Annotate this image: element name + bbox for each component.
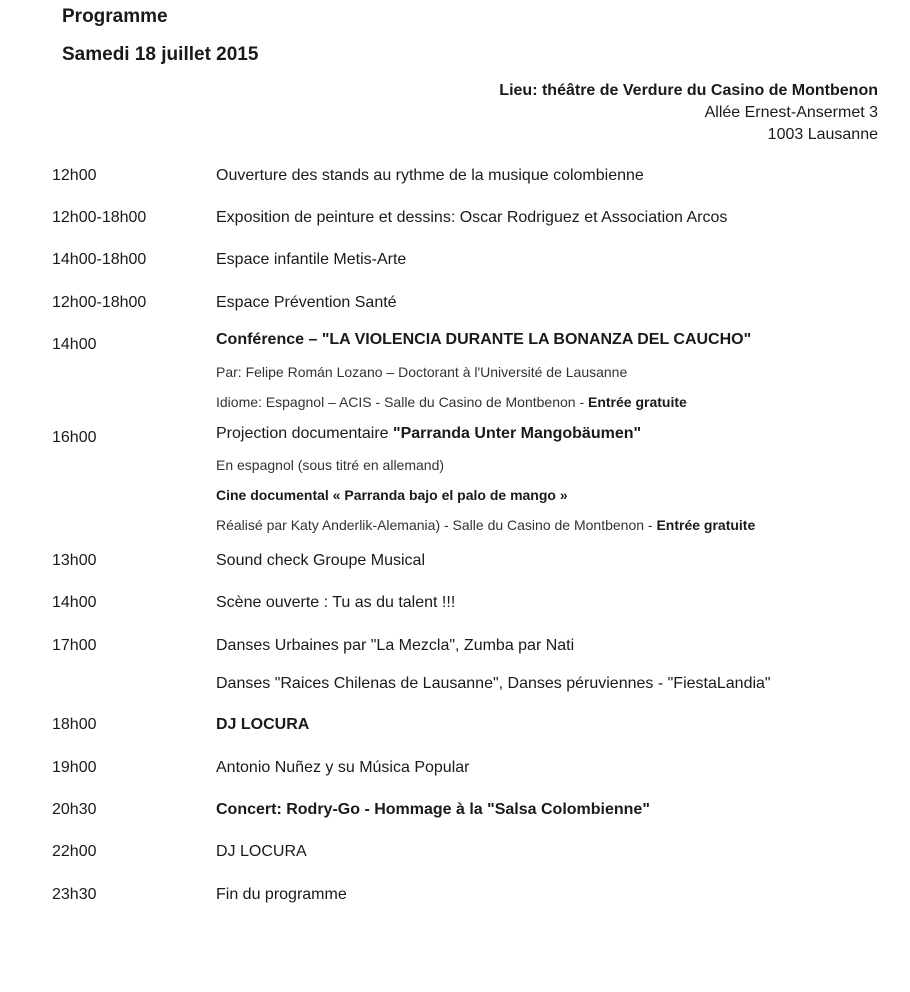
schedule-time: 20h30 <box>52 801 97 818</box>
schedule-time: 16h00 <box>52 429 97 446</box>
schedule-time: 22h00 <box>52 843 97 860</box>
projection-title-prefix: Projection documentaire <box>216 425 393 442</box>
schedule-time: 23h30 <box>52 886 97 903</box>
schedule-item: Sound check Groupe Musical <box>216 552 425 569</box>
schedule-time: 17h00 <box>52 637 97 654</box>
projection-film-title: "Parranda Unter Mangobäumen" <box>392 425 642 442</box>
schedule-item: Espace infantile Metis-Arte <box>216 251 407 268</box>
schedule-item: Concert: Rodry-Go - Hommage à la "Salsa Colombienne" <box>216 801 650 818</box>
schedule-item: DJ LOCURA <box>216 843 307 860</box>
projection-spanish-title: Cine documental « Parranda bajo el palo de mango » <box>216 487 568 503</box>
venue-city: 1003 Lausanne <box>767 126 878 143</box>
free-entry-label: Entrée gratuite <box>588 394 687 410</box>
schedule-time: 14h00 <box>52 594 97 611</box>
conference-details <box>216 394 687 410</box>
free-entry-label: Entrée gratuite <box>656 517 756 533</box>
schedule-item: Ouverture des stands au rythme de la musique colombienne <box>216 167 644 184</box>
projection-title <box>216 425 641 443</box>
conference-speaker: Par: Felipe Román Lozano – Doctorant à l'Université de Lausanne <box>216 364 628 380</box>
schedule-item: Exposition de peinture et dessins: Oscar Rodriguez et Association Arcos <box>216 209 728 226</box>
conference-details-text: Idiome: Espagnol – ACIS - Salle du Casino de Montbenon - <box>216 394 588 410</box>
schedule-item: Scène ouverte : Tu as du talent !!! <box>216 594 456 611</box>
schedule-time: 12h00-18h00 <box>52 209 147 226</box>
schedule-item: Antonio Nuñez y su Música Popular <box>216 759 470 776</box>
schedule-time: 19h00 <box>52 759 97 776</box>
projection-subtitle: En espagnol (sous titré en allemand) <box>216 457 445 473</box>
schedule-time: 18h00 <box>52 716 97 733</box>
schedule-item: Espace Prévention Santé <box>216 294 397 311</box>
schedule-time: 13h00 <box>52 552 97 569</box>
schedule-time: 14h00-18h00 <box>52 251 147 268</box>
programme-title: Programme <box>62 6 168 27</box>
schedule-time: 14h00 <box>52 336 97 353</box>
venue-street: Allée Ernest-Ansermet 3 <box>704 104 878 121</box>
schedule-item-continued: Danses "Raices Chilenas de Lausanne", Danses péruviennes - "FiestaLandia" <box>216 675 771 692</box>
schedule-time: 12h00 <box>52 167 97 184</box>
schedule-item: Danses Urbaines par "La Mezcla", Zumba par Nati <box>216 637 575 654</box>
projection-details <box>216 517 755 533</box>
schedule-item: Fin du programme <box>216 886 347 903</box>
schedule-time: 12h00-18h00 <box>52 294 147 311</box>
projection-details-text: Réalisé par Katy Anderlik-Alemania) - Salle du Casino de Montbenon - <box>216 517 657 533</box>
schedule-item: DJ LOCURA <box>216 716 310 733</box>
programme-date: Samedi 18 juillet 2015 <box>62 44 259 65</box>
conference-title: Conférence – "LA VIOLENCIA DURANTE LA BONANZA DEL CAUCHO" <box>216 331 752 348</box>
venue-name: Lieu: théâtre de Verdure du Casino de Montbenon <box>499 82 878 99</box>
